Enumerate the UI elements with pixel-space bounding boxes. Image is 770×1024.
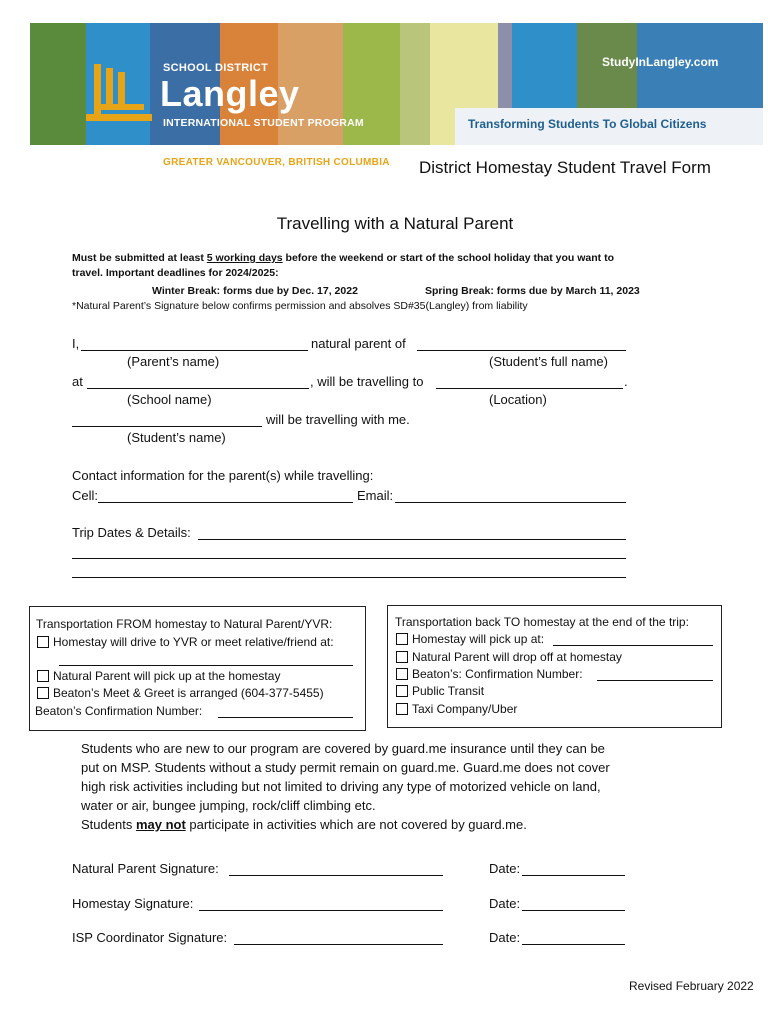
natural-parent-signature-field[interactable]	[229, 875, 443, 876]
student-full-name-caption: (Student’s full name)	[489, 354, 608, 369]
checkbox[interactable]	[37, 670, 49, 682]
region-text: GREATER VANCOUVER, BRITISH COLUMBIA	[163, 157, 390, 168]
location-field[interactable]	[436, 388, 623, 389]
instructions-line2: travel. Important deadlines for 2024/2025:	[72, 267, 279, 279]
school-name-field[interactable]	[87, 388, 309, 389]
statement-travelling-with-me: will be travelling with me.	[266, 412, 410, 427]
insurance-line-5: Students may not participate in activities which are not covered by guard.me.	[81, 817, 527, 832]
transport-back-option-3[interactable]	[396, 667, 583, 681]
option-label: Beaton’s Meet & Greet is arranged (604-377-5455)	[53, 686, 324, 700]
checkbox[interactable]	[396, 685, 408, 697]
insurance-line-1: Students who are new to our program are covered by guard.me insurance until they can be	[81, 741, 605, 756]
date-field[interactable]	[522, 875, 625, 876]
transport-back-option-1[interactable]	[396, 632, 544, 646]
statement-at: at	[72, 374, 83, 389]
liability-note: *Natural Parent’s Signature below confirms permission and absolves SD#35(Langley) from liability	[72, 300, 528, 312]
insurance-line-4: water or air, bungee jumping, rock/cliff climbing etc.	[81, 798, 376, 813]
logo-program: INTERNATIONAL STUDENT PROGRAM	[163, 117, 364, 129]
date-label: Date:	[489, 930, 521, 945]
transport-back-title: Transportation back TO homestay at the end of the trip:	[395, 615, 689, 629]
parent-name-field[interactable]	[81, 350, 308, 351]
banner-stripe	[30, 23, 86, 145]
pickup-location-field[interactable]	[553, 645, 713, 646]
statement-natural-parent-of: natural parent of	[311, 336, 406, 351]
logo-school-district: SCHOOL DISTRICT	[163, 62, 269, 74]
email-field[interactable]	[395, 502, 626, 503]
logo-langley: Langley	[160, 73, 300, 114]
option-label: Natural Parent will pick up at the homestay	[53, 669, 281, 683]
cell-label: Cell:	[72, 488, 99, 503]
form-subtitle: Travelling with a Natural Parent	[276, 214, 514, 233]
meet-location-field[interactable]	[59, 665, 353, 666]
checkbox[interactable]	[37, 636, 49, 648]
back-confirmation-field[interactable]	[597, 680, 713, 681]
natural-parent-signature-label: Natural Parent Signature:	[72, 861, 219, 876]
spring-deadline: Spring Break: forms due by March 11, 2023	[425, 285, 640, 297]
date-field[interactable]	[522, 944, 625, 945]
date-field[interactable]	[522, 910, 625, 911]
transport-from-option-2[interactable]	[37, 669, 280, 683]
insurance-line-3: high risk activities including but not limited to driving any type of motorized vehicle on land,	[81, 779, 601, 794]
email-label: Email:	[357, 488, 394, 503]
form-title: District Homestay Student Travel Form	[419, 158, 711, 177]
transport-back-option-5[interactable]	[396, 702, 517, 716]
option-label: Public Transit	[412, 684, 485, 698]
option-label: Natural Parent will drop off at homestay	[412, 650, 622, 664]
transport-back-option-4[interactable]	[396, 684, 484, 698]
isp-signature-label: ISP Coordinator Signature:	[72, 930, 228, 945]
checkbox[interactable]	[37, 687, 49, 699]
option-label: Taxi Company/Uber	[412, 702, 518, 716]
trip-label: Trip Dates & Details:	[72, 525, 191, 540]
trip-details-field[interactable]	[72, 577, 626, 578]
homestay-signature-label: Homestay Signature:	[72, 896, 194, 911]
checkbox[interactable]	[396, 651, 408, 663]
transport-from-title: Transportation FROM homestay to Natural Parent/YVR:	[36, 617, 333, 631]
homestay-signature-field[interactable]	[199, 910, 443, 911]
cell-field[interactable]	[98, 502, 353, 503]
contact-heading: Contact information for the parent(s) while travelling:	[72, 468, 374, 483]
insurance-line-2: put on MSP. Students without a study permit remain on guard.me. Guard.me does not cover	[81, 760, 610, 775]
parent-name-caption: (Parent’s name)	[127, 354, 220, 369]
date-label: Date:	[489, 896, 521, 911]
student-full-name-field[interactable]	[417, 350, 626, 351]
instructions-line1: Must be submitted at least 5 working days before the weekend or start of the school holiday that you want to	[72, 252, 615, 264]
student-name-field[interactable]	[72, 426, 262, 427]
banner-stripe	[400, 23, 430, 145]
checkbox[interactable]	[396, 668, 408, 680]
option-label: Homestay will pick up at:	[412, 632, 545, 646]
checkbox[interactable]	[396, 703, 408, 715]
revision-note: Revised February 2022	[629, 979, 754, 993]
from-confirmation-field[interactable]	[218, 717, 353, 718]
transport-from-option-3[interactable]	[37, 686, 324, 700]
date-label: Date:	[489, 861, 521, 876]
winter-deadline: Winter Break: forms due by Dec. 17, 2022	[152, 285, 358, 297]
student-name-caption: (Student’s name)	[127, 430, 226, 445]
tagline: Transforming Students To Global Citizens	[468, 117, 707, 131]
location-caption: (Location)	[489, 392, 547, 407]
website-text: StudyInLangley.com	[602, 55, 719, 69]
trip-details-field[interactable]	[198, 539, 626, 540]
statement-period: .	[624, 374, 628, 389]
checkbox[interactable]	[396, 633, 408, 645]
transport-back-option-2[interactable]	[396, 650, 622, 664]
school-name-caption: (School name)	[127, 392, 212, 407]
statement-travelling-to: , will be travelling to	[310, 374, 424, 389]
isp-signature-field[interactable]	[234, 944, 443, 945]
option-label: Homestay will drive to YVR or meet relative/friend at:	[53, 635, 334, 649]
trip-details-field[interactable]	[72, 558, 626, 559]
transport-from-confirmation-label: Beaton’s Confirmation Number:	[35, 704, 203, 718]
option-label: Beaton’s: Confirmation Number:	[412, 667, 583, 681]
transport-from-option-1[interactable]	[37, 635, 334, 649]
statement-i: I,	[72, 336, 80, 351]
